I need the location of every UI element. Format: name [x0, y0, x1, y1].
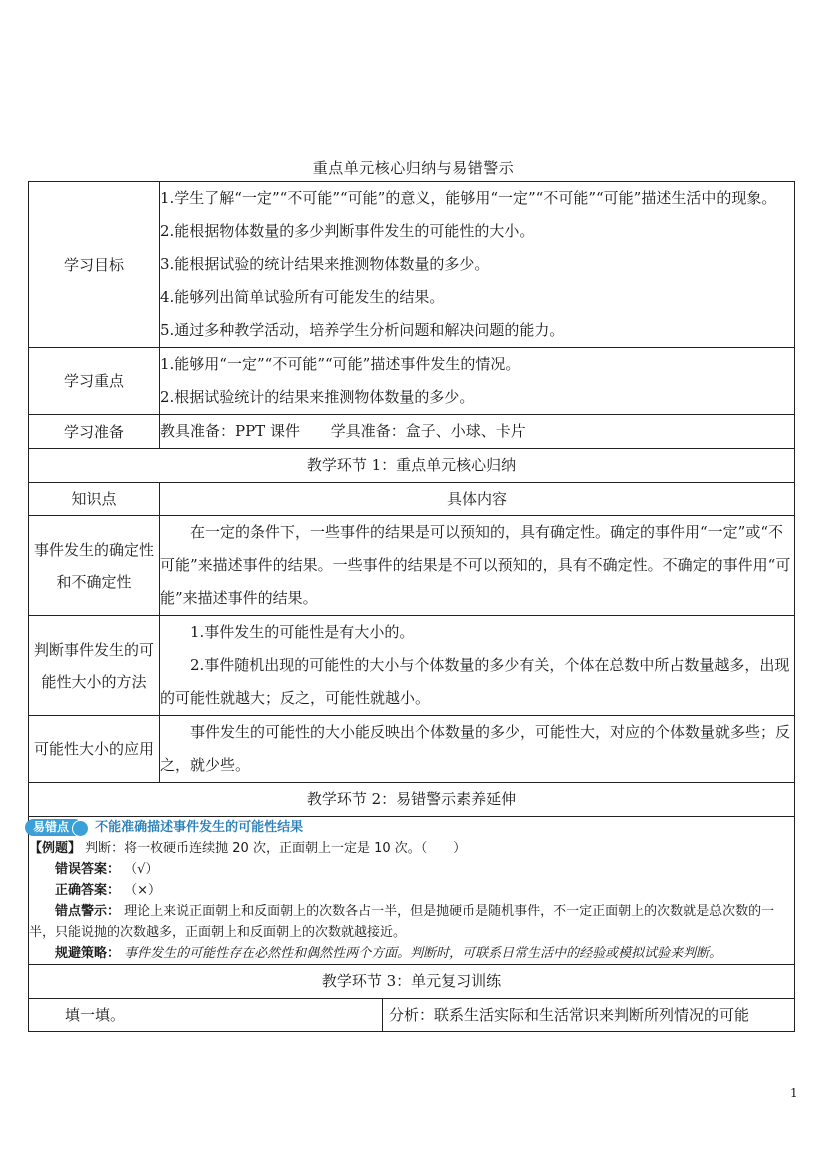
column-header-content: 具体内容	[160, 483, 795, 516]
lesson-table	[28, 181, 795, 1032]
exercise-analysis: 分析：联系生活实际和生活常识来判断所列情况的可能	[383, 999, 795, 1032]
warning-text: 理论上来说正面朝上和反面朝上的次数各占一半，但是抛硬币是随机事件，不一定正面朝上的次数就是总次数的一半，只能说抛的次数越多，正面朝上和反面朝上的次数就越接近。	[29, 904, 775, 940]
knowledge-paragraph: 2.事件随机出现的可能性的大小与个体数量的多少有关，个体在总数中所占数量越多，出现的可能性就越大；反之，可能性就越小。	[160, 656, 790, 707]
section3-title: 教学环节 3：单元复习训练	[29, 965, 795, 999]
goal-item: 4.能够列出简单试验所有可能发生的结果。	[160, 288, 445, 306]
prep-label: 学习准备	[29, 415, 160, 449]
knowledge-row	[29, 616, 795, 716]
section1-title: 教学环节 1：重点单元核心归纳	[29, 449, 795, 483]
warning-label: 错点警示：	[55, 904, 121, 919]
prep-content	[160, 415, 795, 449]
example-label: 【例题】	[29, 841, 82, 856]
goals-label: 学习目标	[29, 182, 160, 348]
prep-row	[29, 415, 795, 449]
focus-label: 学习重点	[29, 348, 160, 415]
section1-column-row	[29, 483, 795, 516]
strategy-text: 事件发生的可能性存在必然性和偶然性两个方面。判断时，可联系日常生活中的经验或模拟试验来判断。	[124, 946, 723, 961]
error-box	[29, 817, 795, 965]
teacher-prep: 教具准备：PPT 课件	[160, 422, 300, 440]
knowledge-point: 可能性大小的应用	[29, 716, 160, 783]
right-answer-value: （×）	[124, 883, 162, 898]
page-number: 1	[790, 1086, 798, 1100]
wrong-answer-value: （√）	[124, 862, 159, 877]
error-badge: 易错点	[25, 819, 83, 836]
column-header-point: 知识点	[29, 483, 160, 516]
goal-item: 1.学生了解“一定”“不可能”“可能”的意义，能够用“一定”“不可能”“可能”描述生活中的现象。	[160, 189, 777, 207]
exercise-row	[29, 999, 795, 1032]
goals-row	[29, 182, 795, 348]
strategy-label: 规避策略：	[55, 946, 121, 961]
section2-header-row	[29, 783, 795, 817]
focus-item: 1.能够用“一定”“不可能”“可能”描述事件发生的情况。	[160, 355, 521, 373]
section2-title: 教学环节 2：易错警示素养延伸	[29, 783, 795, 817]
knowledge-row	[29, 516, 795, 616]
error-title: 不能准确描述事件发生的可能性结果	[95, 820, 304, 835]
knowledge-paragraph: 1.事件发生的可能性是有大小的。	[190, 623, 415, 641]
knowledge-content	[160, 616, 795, 716]
goal-item: 3.能根据试验的统计结果来推测物体数量的多少。	[160, 255, 490, 273]
focus-row	[29, 348, 795, 415]
focus-content	[160, 348, 795, 415]
section3-header-row	[29, 965, 795, 999]
right-answer-label: 正确答案：	[55, 883, 121, 898]
page-title: 重点单元核心归纳与易错警示	[312, 159, 515, 177]
error-row	[29, 817, 795, 965]
section1-header-row	[29, 449, 795, 483]
knowledge-point: 判断事件发生的可能性大小的方法	[29, 616, 160, 716]
goal-item: 5.通过多种教学活动，培养学生分析问题和解决问题的能力。	[160, 321, 565, 339]
focus-item: 2.根据试验统计的结果来推测物体数量的多少。	[160, 388, 475, 406]
wrong-answer-label: 错误答案：	[55, 862, 121, 877]
knowledge-row	[29, 716, 795, 783]
knowledge-content	[160, 516, 795, 616]
knowledge-point: 事件发生的确定性和不确定性	[29, 516, 160, 616]
exercise-prompt: 填一填。	[29, 999, 383, 1032]
example-text: 判断：将一枚硬币连续抛 20 次，正面朝上一定是 10 次。（ ）	[85, 841, 467, 856]
goal-item: 2.能根据物体数量的多少判断事件发生的可能性的大小。	[160, 222, 535, 240]
knowledge-paragraph: 事件发生的可能性的大小能反映出个体数量的多少，可能性大，对应的个体数量就多些；反之，就少些。	[160, 723, 791, 774]
student-prep: 学具准备：盒子、小球、卡片	[330, 422, 526, 440]
goals-content	[160, 182, 795, 348]
knowledge-content	[160, 716, 795, 783]
knowledge-paragraph: 在一定的条件下，一些事件的结果是可以预知的，具有确定性。确定的事件用“一定”或“不可能”来描述事件的结果。一些事件的结果是不可以预知的，具有不确定性。不确定的事件用“可能”来描述事件的结果。	[160, 523, 791, 607]
